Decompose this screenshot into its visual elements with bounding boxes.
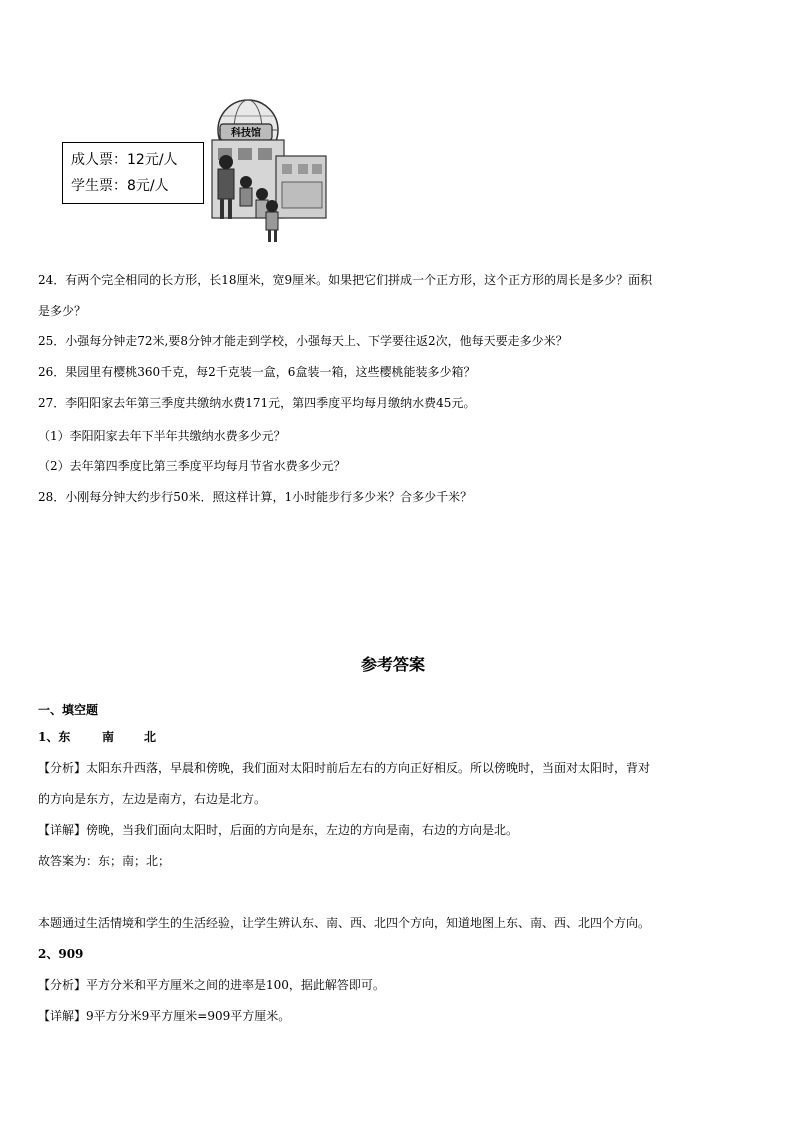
section-heading: 一、填空题 — [38, 703, 99, 717]
science-museum-illustration — [206, 94, 330, 246]
answer-2-analysis: 【分析】平方分米和平方厘米之间的进率是100，据此解答即可。 — [38, 978, 385, 992]
question-28: 28．小刚每分钟大约步行50米．照这样计算，1小时能步行多少米？合多少千米？ — [38, 490, 473, 504]
question-25: 25．小强每分钟走72米,要8分钟才能走到学校，小强每天上、下学要往返2次，他每天要走多少米？ — [38, 334, 568, 348]
answer-1-analysis-line-2: 的方向是东方，左边是南方，右边是北方。 — [38, 792, 267, 806]
answer-1-final: 故答案为：东；南；北； — [38, 854, 171, 868]
question-24-line-1: 24．有两个完全相同的长方形，长18厘米，宽9厘米。如果把它们拼成一个正方形，这个正方形的周长是多少？面积 — [38, 273, 653, 287]
question-26: 26．果园里有樱桃360千克，每2千克装一盒，6盒装一箱，这些樱桃能装多少箱？ — [38, 365, 476, 379]
answer-1-note: 本题通过生活情境和学生的生活经验，让学生辨认东、南、西、北四个方向，知道地图上东、南、西、北四个方向。 — [38, 916, 651, 930]
answer-1-value-3: 北 — [144, 730, 157, 744]
answer-1-value-2: 南 — [102, 730, 115, 744]
ticket-price-box — [62, 142, 204, 204]
answer-1-detail: 【详解】傍晚，当我们面向太阳时，后面的方向是东，左边的方向是南，右边的方向是北。 — [38, 823, 519, 837]
answer-2-label: 2、909 — [38, 947, 84, 961]
answer-1-analysis-line-1: 【分析】太阳东升西落，早晨和傍晚，我们面对太阳时前后左右的方向正好相反。所以傍晚时，当面对太阳时，背对 — [38, 761, 651, 775]
answer-2-detail: 【详解】9平方分米9平方厘米=909平方厘米。 — [38, 1009, 291, 1023]
question-27: 27．李阳阳家去年第三季度共缴纳水费171元，第四季度平均每月缴纳水费45元。 — [38, 396, 476, 410]
museum-sign: 科技馆 — [231, 128, 261, 139]
question-27-part-1: （1）李阳阳家去年下半年共缴纳水费多少元？ — [38, 429, 286, 443]
question-24-line-2: 是多少？ — [38, 304, 87, 318]
answer-1-label: 1、东 — [38, 730, 71, 744]
adult-ticket-price: 成人票：12元/人 — [71, 152, 178, 168]
answers-title: 参考答案 — [361, 655, 426, 674]
question-27-part-2: （2）去年第四季度比第三季度平均每月节省水费多少元？ — [38, 459, 346, 473]
student-ticket-price: 学生票：8元/人 — [71, 178, 169, 194]
